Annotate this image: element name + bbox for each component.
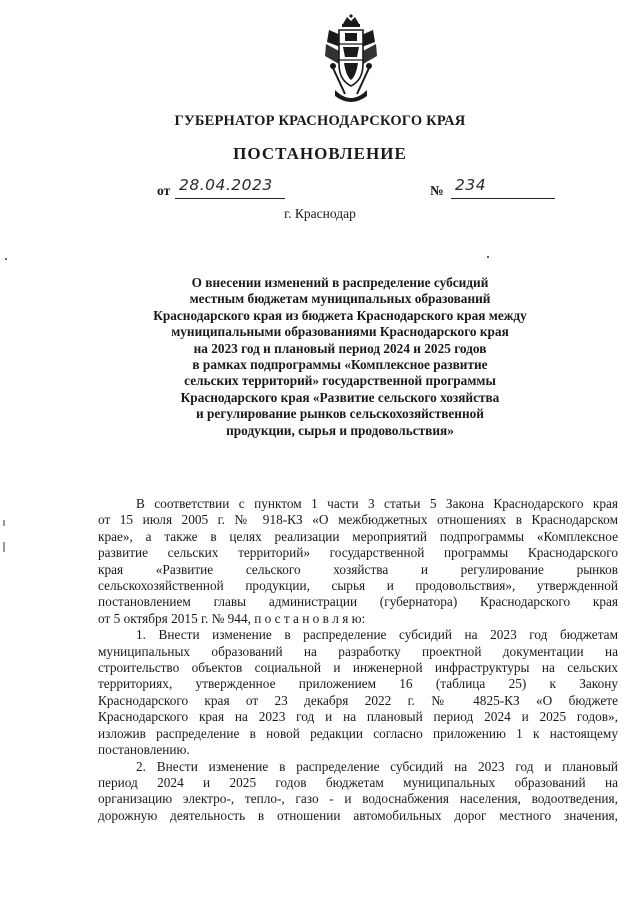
title-line: О внесении изменений в распределение субсидий — [191, 275, 489, 290]
title-line: Краснодарского края «Развитие сельского хозяйства — [180, 389, 500, 405]
body-line: сельскохозяйственной продукции, сырья и продовольствия», утвержденной — [98, 578, 618, 594]
body-line: постановлению. — [98, 742, 190, 758]
body-line: постановлением главы администрации (губернатора) Краснодарского края — [98, 594, 618, 610]
title-line: на 2023 год и плановый период 2024 и 2025 годов — [193, 340, 487, 356]
body-line: период 2024 и 2025 годов бюджетам муниципальных образований на — [98, 774, 618, 790]
body-line: В соответствии с пунктом 1 части 3 статьи 5 Закона Краснодарского края — [136, 496, 618, 511]
body-line: 1. Внести изменение в распределение субсидий на 2023 год бюджетам — [136, 627, 618, 643]
title-line: муниципальными образованиями Краснодарского края — [171, 324, 509, 340]
body-line: края «Развитие сельского хозяйства и регулирование рынков — [98, 561, 618, 577]
body-line: развитие сельских территорий» государственной программы Краснодарского — [98, 545, 618, 561]
body-line: изложив распределение в новой редакции согласно приложению 1 к настоящему — [98, 725, 618, 741]
body-line: Краснодарского края на 2023 год и на плановый период 2024 и 2025 годов», — [98, 709, 618, 725]
date-number-row — [0, 178, 640, 202]
date-field — [175, 178, 285, 199]
number-field — [451, 178, 555, 199]
speck — [487, 256, 489, 258]
number-label: № — [430, 183, 444, 198]
body-line: от 5 октября 2015 г. № 944, п о с т а н о в л я ю: — [98, 610, 366, 626]
body-line: территориях, утвержденное приложением 16 (таблица 25) к Закону — [98, 676, 618, 692]
title-line: сельских территорий» государственной программы — [184, 373, 496, 389]
coat-of-arms-icon — [323, 14, 379, 108]
title-line: местным бюджетам муниципальных образований — [189, 291, 491, 307]
document-title — [120, 275, 560, 439]
margin-mark — [3, 520, 5, 526]
title-line: в рамках подпрограммы «Комплексное развитие — [192, 357, 488, 373]
body-line: Краснодарского края от 23 декабря 2022 г. № 4825-КЗ «О бюджете — [98, 692, 618, 708]
title-line: продукции, сырья и продовольствия» — [226, 422, 454, 438]
body-line: крае», а также в целях реализации мероприятий подпрограммы «Комплексное — [98, 528, 618, 544]
body-line: дорожную деятельность в отношении автомобильных дорог местного значения, — [98, 807, 618, 823]
date-value: 28.04.2023 — [179, 176, 273, 194]
body-line: строительство объектов социальной и инженерной инфраструктуры на сельских — [98, 660, 618, 676]
body-line: организацию электро-, тепло-, газо - и водоснабжения населения, водоотведения, — [98, 791, 618, 807]
title-line: Краснодарского края из бюджета Краснодарского края между — [153, 307, 527, 323]
speck — [5, 258, 7, 260]
city-line: г. Краснодар — [284, 206, 356, 221]
body-line: муниципальных образований на разработку проектной документации на — [98, 643, 618, 659]
number-value: 234 — [455, 176, 487, 194]
date-label: от — [157, 183, 171, 198]
body-line: от 15 июля 2005 г. № 918-КЗ «О межбюджетных отношениях в Краснодарском — [98, 512, 618, 528]
margin-mark — [3, 542, 5, 552]
document-body — [98, 496, 618, 824]
title-line: и регулирование рынков сельскохозяйственной — [196, 406, 484, 422]
organization-title: ГУБЕРНАТОР КРАСНОДАРСКОГО КРАЯ — [174, 113, 466, 129]
body-line: 2. Внести изменение в распределение субсидий на 2023 год и плановый — [136, 758, 618, 774]
document-type: ПОСТАНОВЛЕНИЕ — [233, 144, 407, 163]
